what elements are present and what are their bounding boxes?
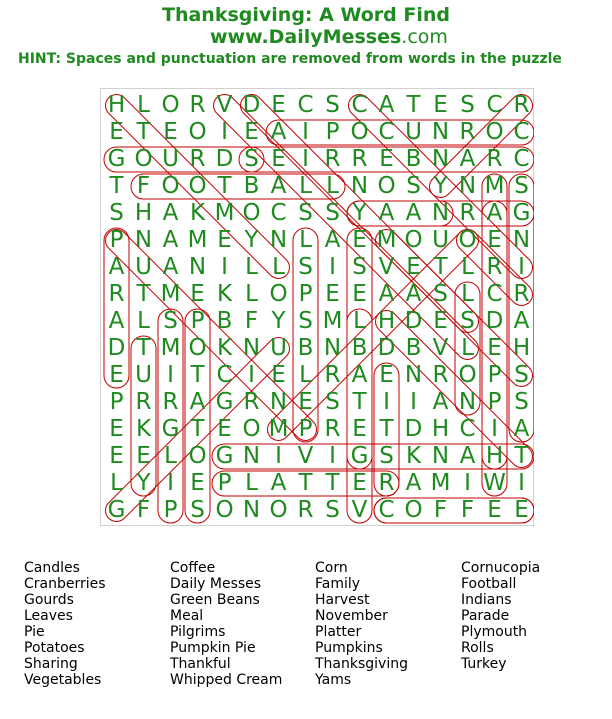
- word-list-item: Potatoes: [24, 640, 85, 656]
- word-list-item: Whipped Cream: [170, 672, 283, 688]
- word-list-item: Platter: [315, 624, 362, 640]
- grid-cell[interactable]: L: [245, 470, 258, 496]
- grid-cell[interactable]: K: [405, 443, 422, 469]
- grid-cell[interactable]: A: [378, 281, 395, 307]
- grid-cell[interactable]: E: [217, 227, 232, 253]
- grid-cell[interactable]: P: [217, 470, 232, 496]
- word-list-item: Pumpkin Pie: [170, 640, 256, 656]
- grid-cell[interactable]: A: [513, 308, 530, 334]
- grid-cell[interactable]: Y: [352, 200, 367, 226]
- grid-cell[interactable]: I: [221, 254, 228, 280]
- grid-cell[interactable]: E: [433, 92, 448, 118]
- grid-cell[interactable]: E: [298, 389, 313, 415]
- word-list-column-3: [315, 560, 408, 688]
- grid-cell[interactable]: N: [431, 119, 450, 145]
- grid-cell[interactable]: M: [430, 470, 451, 496]
- grid-cell[interactable]: E: [379, 362, 394, 388]
- grid-cell[interactable]: B: [405, 335, 422, 361]
- grid-cell[interactable]: M: [187, 227, 208, 253]
- grid-cell[interactable]: S: [352, 254, 367, 280]
- grid-cell[interactable]: A: [459, 146, 476, 172]
- word-list-item: Vegetables: [24, 672, 102, 688]
- grid-cell[interactable]: I: [275, 443, 282, 469]
- grid-cell[interactable]: R: [378, 470, 395, 496]
- grid-cell[interactable]: N: [431, 443, 450, 469]
- grid-cell[interactable]: D: [404, 416, 423, 442]
- word-list-item: Pumpkins: [315, 640, 383, 656]
- grid-cell[interactable]: E: [271, 146, 286, 172]
- grid-cell[interactable]: K: [189, 200, 206, 226]
- grid-cell[interactable]: D: [242, 92, 261, 118]
- grid-cell[interactable]: M: [268, 416, 289, 442]
- grid-cell[interactable]: I: [464, 470, 471, 496]
- grid-cell[interactable]: D: [485, 308, 504, 334]
- grid-cell[interactable]: S: [190, 497, 205, 523]
- grid-cell[interactable]: P: [487, 362, 502, 388]
- site-url[interactable]: [210, 26, 448, 48]
- grid-cell[interactable]: U: [432, 227, 449, 253]
- grid-cell[interactable]: O: [350, 119, 369, 145]
- word-search-grid[interactable]: [100, 88, 534, 526]
- word-list-item: Rolls: [461, 640, 494, 656]
- grid-cell[interactable]: R: [135, 389, 152, 415]
- grid-cell[interactable]: I: [167, 470, 174, 496]
- grid-cell[interactable]: C: [378, 119, 395, 145]
- grid-cell[interactable]: I: [329, 443, 336, 469]
- grid-cell[interactable]: B: [351, 335, 368, 361]
- grid-cell[interactable]: H: [134, 200, 153, 226]
- grid-cell[interactable]: S: [325, 389, 340, 415]
- grid-cell[interactable]: T: [190, 416, 205, 442]
- grid-cell[interactable]: L: [461, 281, 474, 307]
- grid-cell[interactable]: L: [461, 335, 474, 361]
- word-list-item: Coffee: [170, 560, 216, 576]
- grid-cell[interactable]: P: [190, 308, 205, 334]
- grid-cell[interactable]: S: [325, 92, 340, 118]
- hint-text: HINT: Spaces and punctuation are removed from words in the puzzle: [18, 51, 562, 67]
- grid-cell[interactable]: E: [433, 308, 448, 334]
- grid-cell[interactable]: D: [107, 335, 126, 361]
- grid-cell[interactable]: T: [136, 335, 151, 361]
- word-list-item: Parade: [461, 608, 510, 624]
- grid-cell[interactable]: M: [160, 281, 181, 307]
- grid-cell[interactable]: C: [459, 416, 476, 442]
- grid-cell[interactable]: G: [215, 443, 234, 469]
- grid-cell[interactable]: G: [107, 146, 126, 172]
- grid-cell[interactable]: R: [297, 497, 314, 523]
- grid-cell[interactable]: T: [406, 92, 421, 118]
- grid-cell[interactable]: S: [460, 308, 475, 334]
- grid-cell[interactable]: E: [352, 470, 367, 496]
- grid-cell[interactable]: A: [162, 200, 179, 226]
- grid-cell[interactable]: E: [109, 119, 124, 145]
- grid-cell[interactable]: E: [190, 281, 205, 307]
- grid-cell[interactable]: O: [242, 200, 261, 226]
- grid-cell[interactable]: T: [217, 173, 232, 199]
- word-list-column-1: [24, 560, 106, 688]
- word-list-item: Candles: [24, 560, 80, 576]
- grid-cell[interactable]: D: [404, 308, 423, 334]
- grid-cell[interactable]: O: [215, 497, 234, 523]
- grid-cell[interactable]: R: [486, 254, 503, 280]
- grid-cell[interactable]: O: [404, 497, 423, 523]
- grid-cell[interactable]: I: [221, 119, 228, 145]
- grid-cell[interactable]: S: [514, 389, 529, 415]
- grid-cell[interactable]: P: [163, 497, 178, 523]
- grid-cell[interactable]: N: [242, 443, 261, 469]
- grid-cell[interactable]: N: [404, 362, 423, 388]
- grid-cell[interactable]: Y: [433, 173, 448, 199]
- grid-cell[interactable]: E: [325, 281, 340, 307]
- grid-cell[interactable]: H: [512, 335, 531, 361]
- grid-cell[interactable]: B: [243, 173, 260, 199]
- grid-cell[interactable]: C: [486, 92, 503, 118]
- grid-cell[interactable]: K: [216, 281, 233, 307]
- grid-cell[interactable]: B: [297, 335, 314, 361]
- grid-cell[interactable]: I: [410, 389, 417, 415]
- grid-cell[interactable]: R: [108, 281, 125, 307]
- grid-cell[interactable]: A: [378, 200, 395, 226]
- grid-cell[interactable]: C: [513, 146, 530, 172]
- grid-cell[interactable]: N: [134, 227, 153, 253]
- grid-cell[interactable]: A: [486, 200, 503, 226]
- grid-cell[interactable]: V: [216, 92, 233, 118]
- grid-cell[interactable]: E: [244, 119, 259, 145]
- word-list-item: Cornucopia: [461, 560, 541, 576]
- grid-cell[interactable]: S: [379, 443, 394, 469]
- word-list-item: Green Beans: [170, 592, 260, 608]
- grid-cell[interactable]: O: [458, 362, 477, 388]
- grid-cell[interactable]: I: [383, 389, 390, 415]
- grid-cell[interactable]: E: [271, 362, 286, 388]
- page-title: Thanksgiving: A Word Find: [162, 4, 450, 26]
- grid-cell[interactable]: S: [163, 308, 178, 334]
- grid-cell[interactable]: C: [351, 92, 368, 118]
- grid-cell[interactable]: A: [108, 308, 125, 334]
- grid-cell[interactable]: O: [188, 335, 207, 361]
- grid-cell[interactable]: P: [109, 389, 124, 415]
- grid-cell[interactable]: S: [298, 308, 313, 334]
- grid-cell[interactable]: C: [297, 92, 314, 118]
- word-list-column-4: [461, 560, 540, 672]
- grid-cell[interactable]: H: [377, 308, 396, 334]
- grid-cell[interactable]: S: [433, 281, 448, 307]
- grid-cell[interactable]: C: [216, 362, 233, 388]
- grid-cell[interactable]: T: [352, 389, 367, 415]
- grid-cell[interactable]: S: [406, 173, 421, 199]
- grid-cell[interactable]: N: [431, 200, 450, 226]
- grid-cell[interactable]: S: [109, 200, 124, 226]
- grid-cell[interactable]: O: [134, 146, 153, 172]
- grid-cell[interactable]: F: [136, 497, 151, 523]
- grid-cell[interactable]: A: [162, 254, 179, 280]
- grid-cell[interactable]: R: [459, 200, 476, 226]
- grid-cell[interactable]: L: [299, 227, 312, 253]
- grid-cell[interactable]: A: [351, 362, 368, 388]
- word-list-item: Plymouth: [461, 624, 528, 640]
- grid-cell[interactable]: M: [214, 200, 235, 226]
- grid-cell[interactable]: C: [513, 119, 530, 145]
- grid-cell[interactable]: I: [302, 119, 309, 145]
- word-list-column-2: [170, 560, 282, 688]
- grid-cell[interactable]: A: [162, 227, 179, 253]
- grid-cell[interactable]: V: [378, 254, 395, 280]
- grid-cell[interactable]: K: [135, 416, 152, 442]
- grid-cell[interactable]: G: [350, 443, 369, 469]
- grid-cell[interactable]: A: [270, 119, 287, 145]
- grid-cell[interactable]: N: [242, 335, 261, 361]
- grid-cell[interactable]: R: [189, 146, 206, 172]
- grid-cell[interactable]: U: [135, 362, 152, 388]
- grid-cell[interactable]: E: [190, 470, 205, 496]
- grid-cell[interactable]: T: [136, 119, 151, 145]
- word-list-item: Gourds: [24, 592, 74, 608]
- grid-cell[interactable]: O: [485, 119, 504, 145]
- grid-cell[interactable]: G: [215, 389, 234, 415]
- grid-cell[interactable]: B: [216, 308, 233, 334]
- grid-cell[interactable]: F: [460, 497, 475, 523]
- grid-cell[interactable]: E: [109, 362, 124, 388]
- grid-cell[interactable]: E: [487, 497, 502, 523]
- grid-cell[interactable]: E: [379, 146, 394, 172]
- grid-cell[interactable]: S: [514, 362, 529, 388]
- grid-cell[interactable]: A: [270, 173, 287, 199]
- grid-cell[interactable]: T: [190, 362, 205, 388]
- grid-cell[interactable]: I: [518, 254, 525, 280]
- grid-cell[interactable]: P: [109, 227, 124, 253]
- word-list-item: Leaves: [24, 608, 73, 624]
- grid-cell[interactable]: L: [326, 173, 339, 199]
- grid-cell[interactable]: N: [188, 254, 207, 280]
- grid-cell[interactable]: L: [272, 254, 285, 280]
- grid-cell[interactable]: T: [109, 173, 124, 199]
- grid-cell[interactable]: L: [353, 308, 366, 334]
- grid-cell[interactable]: I: [302, 146, 309, 172]
- grid-cell[interactable]: L: [245, 254, 258, 280]
- grid-cell[interactable]: E: [406, 254, 421, 280]
- word-list-item: Yams: [315, 672, 352, 688]
- grid-cell[interactable]: O: [161, 173, 180, 199]
- grid-cell[interactable]: S: [298, 254, 313, 280]
- site-url-main: www.DailyMesses: [210, 26, 402, 48]
- word-list-item: Turkey: [461, 656, 507, 672]
- word-list-item: Daily Messes: [170, 576, 262, 592]
- grid-cell[interactable]: U: [405, 119, 422, 145]
- word-list-item: Thanksgiving: [315, 656, 408, 672]
- grid-cell[interactable]: S: [244, 146, 259, 172]
- word-list-item: Pilgrims: [170, 624, 226, 640]
- grid-cell[interactable]: C: [270, 200, 287, 226]
- grid-cell[interactable]: A: [405, 470, 422, 496]
- grid-cell[interactable]: N: [458, 173, 477, 199]
- grid-cell[interactable]: R: [432, 362, 449, 388]
- grid-cell[interactable]: W: [483, 470, 506, 496]
- grid-cell[interactable]: O: [188, 443, 207, 469]
- grid-cell[interactable]: E: [487, 227, 502, 253]
- word-list-item: Meal: [170, 608, 204, 624]
- grid-cell[interactable]: L: [245, 281, 258, 307]
- grid-cell[interactable]: R: [459, 119, 476, 145]
- grid-cell[interactable]: V: [351, 497, 368, 523]
- word-list-item: Pie: [24, 624, 45, 640]
- grid-cell[interactable]: E: [487, 335, 502, 361]
- grid-cell[interactable]: T: [433, 254, 448, 280]
- grid-cell[interactable]: N: [512, 227, 531, 253]
- grid-cell[interactable]: M: [160, 335, 181, 361]
- grid-cell[interactable]: L: [110, 470, 123, 496]
- grid-cell[interactable]: E: [352, 416, 367, 442]
- grid-cell[interactable]: D: [377, 335, 396, 361]
- grid-cell[interactable]: E: [136, 443, 151, 469]
- grid-cell[interactable]: A: [324, 227, 341, 253]
- grid-cell[interactable]: G: [512, 200, 531, 226]
- grid-cell[interactable]: R: [324, 146, 341, 172]
- grid-cell[interactable]: R: [243, 389, 260, 415]
- grid-cell[interactable]: A: [432, 389, 449, 415]
- grid-cell[interactable]: G: [161, 416, 180, 442]
- grid-cell[interactable]: R: [351, 146, 368, 172]
- grid-cell[interactable]: E: [109, 443, 124, 469]
- grid-cell[interactable]: O: [269, 281, 288, 307]
- grid-cell[interactable]: I: [167, 362, 174, 388]
- grid-cell[interactable]: A: [405, 200, 422, 226]
- grid-cell[interactable]: F: [136, 173, 151, 199]
- grid-cell[interactable]: P: [298, 281, 313, 307]
- grid-cell[interactable]: N: [350, 173, 369, 199]
- grid-cell[interactable]: L: [299, 173, 312, 199]
- grid-cell[interactable]: A: [405, 281, 422, 307]
- grid-cell[interactable]: E: [352, 281, 367, 307]
- grid-cell[interactable]: O: [188, 173, 207, 199]
- grid-cell[interactable]: T: [298, 470, 313, 496]
- grid-cell[interactable]: E: [217, 416, 232, 442]
- word-list-item: Thankful: [170, 656, 231, 672]
- grid-cell[interactable]: R: [513, 281, 530, 307]
- grid-cell[interactable]: O: [458, 227, 477, 253]
- grid-cell[interactable]: R: [486, 146, 503, 172]
- grid-cell[interactable]: N: [269, 227, 288, 253]
- grid-cell[interactable]: A: [513, 416, 530, 442]
- grid-cell[interactable]: N: [458, 389, 477, 415]
- site-url-tld: .com: [401, 26, 448, 48]
- grid-cell[interactable]: N: [269, 389, 288, 415]
- grid-cell[interactable]: R: [324, 362, 341, 388]
- grid-cell[interactable]: M: [322, 308, 343, 334]
- grid-cell[interactable]: O: [269, 497, 288, 523]
- grid-cell[interactable]: L: [137, 308, 150, 334]
- grid-cell[interactable]: U: [135, 254, 152, 280]
- grid-cell[interactable]: F: [244, 308, 259, 334]
- grid-cell[interactable]: S: [325, 200, 340, 226]
- grid-cell[interactable]: E: [163, 119, 178, 145]
- grid-cell[interactable]: N: [431, 146, 450, 172]
- grid-cell[interactable]: S: [514, 173, 529, 199]
- grid-cell[interactable]: R: [324, 416, 341, 442]
- grid-cell[interactable]: R: [189, 92, 206, 118]
- word-list-item: Family: [315, 576, 361, 592]
- grid-cell[interactable]: P: [298, 416, 313, 442]
- grid-cell[interactable]: H: [107, 92, 126, 118]
- grid-cell[interactable]: D: [215, 146, 234, 172]
- grid-cell[interactable]: L: [299, 362, 312, 388]
- grid-cell[interactable]: I: [491, 416, 498, 442]
- grid-cell[interactable]: A: [459, 443, 476, 469]
- grid-cell[interactable]: S: [460, 92, 475, 118]
- grid-cell[interactable]: O: [188, 119, 207, 145]
- grid-cell[interactable]: E: [271, 92, 286, 118]
- grid-cell[interactable]: S: [298, 200, 313, 226]
- grid-cell[interactable]: M: [376, 227, 397, 253]
- word-list-item: Harvest: [315, 592, 370, 608]
- word-list-item: Corn: [315, 560, 348, 576]
- grid-cell[interactable]: M: [484, 173, 505, 199]
- grid-cell[interactable]: Y: [136, 470, 151, 496]
- grid-cell[interactable]: I: [248, 362, 255, 388]
- grid-cell[interactable]: V: [297, 443, 314, 469]
- grid-cell[interactable]: O: [404, 227, 423, 253]
- grid-cell[interactable]: C: [486, 281, 503, 307]
- grid-cell[interactable]: F: [433, 497, 448, 523]
- word-list-item: Cranberries: [24, 576, 106, 592]
- grid-cell[interactable]: T: [514, 443, 529, 469]
- grid-cell[interactable]: P: [325, 119, 340, 145]
- grid-cell[interactable]: N: [323, 335, 342, 361]
- grid-cell[interactable]: L: [461, 254, 474, 280]
- grid-cell[interactable]: O: [377, 173, 396, 199]
- grid-cell[interactable]: E: [109, 416, 124, 442]
- grid-cell[interactable]: L: [137, 92, 150, 118]
- grid-cell[interactable]: H: [485, 443, 504, 469]
- grid-cell[interactable]: A: [108, 254, 125, 280]
- grid-cell[interactable]: B: [405, 146, 422, 172]
- grid-cell[interactable]: I: [518, 470, 525, 496]
- grid-cell[interactable]: R: [162, 389, 179, 415]
- grid-cell[interactable]: V: [432, 335, 449, 361]
- grid-cell[interactable]: E: [514, 497, 529, 523]
- word-list-item: Sharing: [24, 656, 78, 672]
- grid-cell[interactable]: E: [352, 227, 367, 253]
- grid-cell[interactable]: U: [162, 146, 179, 172]
- grid-cell[interactable]: G: [107, 497, 126, 523]
- grid-cell[interactable]: L: [164, 443, 177, 469]
- grid-cell[interactable]: T: [136, 281, 151, 307]
- grid-cell[interactable]: O: [161, 92, 180, 118]
- word-list-item: Indians: [461, 592, 512, 608]
- grid-cell[interactable]: A: [270, 470, 287, 496]
- grid-cell[interactable]: S: [325, 497, 340, 523]
- word-list-item: Football: [461, 576, 517, 592]
- grid-cell[interactable]: O: [242, 416, 261, 442]
- word-list-item: November: [315, 608, 388, 624]
- grid-cell[interactable]: I: [329, 254, 336, 280]
- grid-cell[interactable]: T: [379, 416, 394, 442]
- grid-cell[interactable]: Y: [271, 308, 286, 334]
- grid-cell[interactable]: T: [325, 470, 340, 496]
- grid-cell[interactable]: U: [270, 335, 287, 361]
- grid-cell[interactable]: A: [189, 389, 206, 415]
- grid-cell[interactable]: P: [487, 389, 502, 415]
- grid-cell[interactable]: A: [378, 92, 395, 118]
- grid-cell[interactable]: H: [431, 416, 450, 442]
- grid-cell[interactable]: N: [242, 497, 261, 523]
- grid-cell[interactable]: Y: [244, 227, 259, 253]
- grid-cell[interactable]: R: [513, 92, 530, 118]
- grid-cell[interactable]: C: [378, 497, 395, 523]
- grid-cell[interactable]: K: [216, 335, 233, 361]
